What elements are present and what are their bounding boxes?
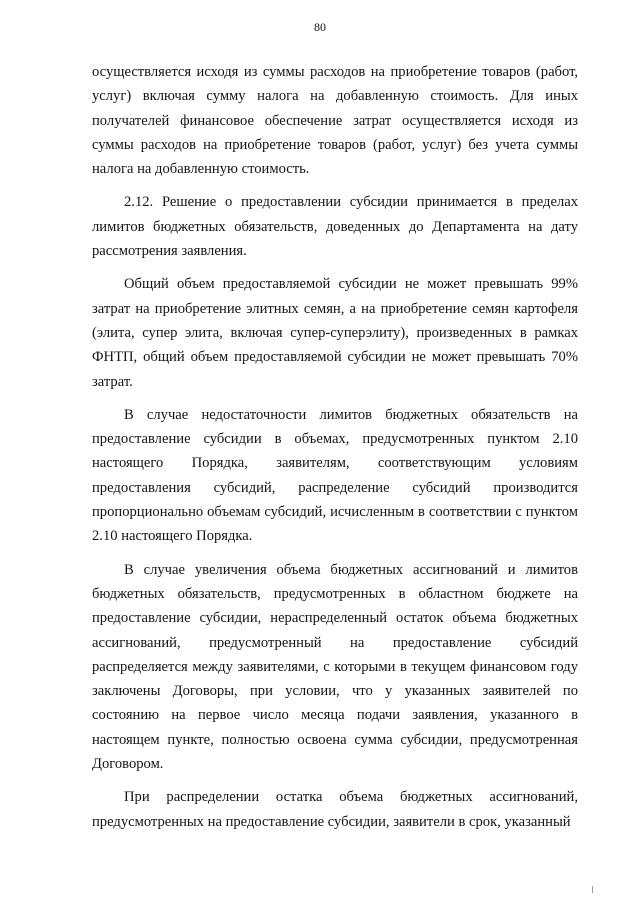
document-body <box>92 60 578 834</box>
paragraph-insufficient-limits: В случае недостаточности лимитов бюджетных обязательств на предоставление субсидии в объемах, предусмотренных пунктом 2.10 настоящего Порядка, заявителям, соответствующим условиям предоставления субсидий, распределение субсидий производится пропорционально объемам субсидий, исчисленным в соответствии с пунктом 2.10 настоящего Порядка. <box>92 406 578 545</box>
page-number: 80 <box>314 20 326 34</box>
paragraph-subsidy-limit: Общий объем предоставляемой субсидии не может превышать 99% затрат на приобретение элитных семян, а на приобретение семян картофеля (элита, супер элита, включая супер-суперэлиту), произведенных в рамках ФНТП, общий объем предоставляемой субсидии не может превышать 70% затрат. <box>92 276 578 390</box>
paragraph-budget-increase: В случае увеличения объема бюджетных ассигнований и лимитов бюджетных обязательств, предусмотренных в областном бюджете на предоставление субсидии, нераспределенный остаток объема бюджетных ассигнований, предусмотренный на предоставление субсидий распределяется между заявителями, с которыми в текущем финансовом году заключены Договоры, при условии, что у указанных заявителей по состоянию на первое число месяца подачи заявления, указанного в настоящем пункте, полностью освоена сумма субсидии, предусмотренная Договором. <box>92 561 578 773</box>
paragraph-remainder-distribution: При распределении остатка объема бюджетных ассигнований, предусмотренных на предоставление субсидии, заявители в срок, указанный <box>92 789 578 830</box>
paragraph-continuation: осуществляется исходя из суммы расходов на приобретение товаров (работ, услуг) включая сумму налога на добавленную стоимость. Для иных получателей финансовое обеспечение затрат осуществляется исходя из суммы расходов на приобретение товаров (работ, услуг) без учета суммы налога на добавленную стоимость. <box>92 64 578 178</box>
paragraph-section-2-12: 2.12. Решение о предоставлении субсидии принимается в пределах лимитов бюджетных обязательств, доведенных до Департамента на дату рассмотрения заявления. <box>92 194 578 260</box>
scan-edge-mark <box>592 886 593 893</box>
